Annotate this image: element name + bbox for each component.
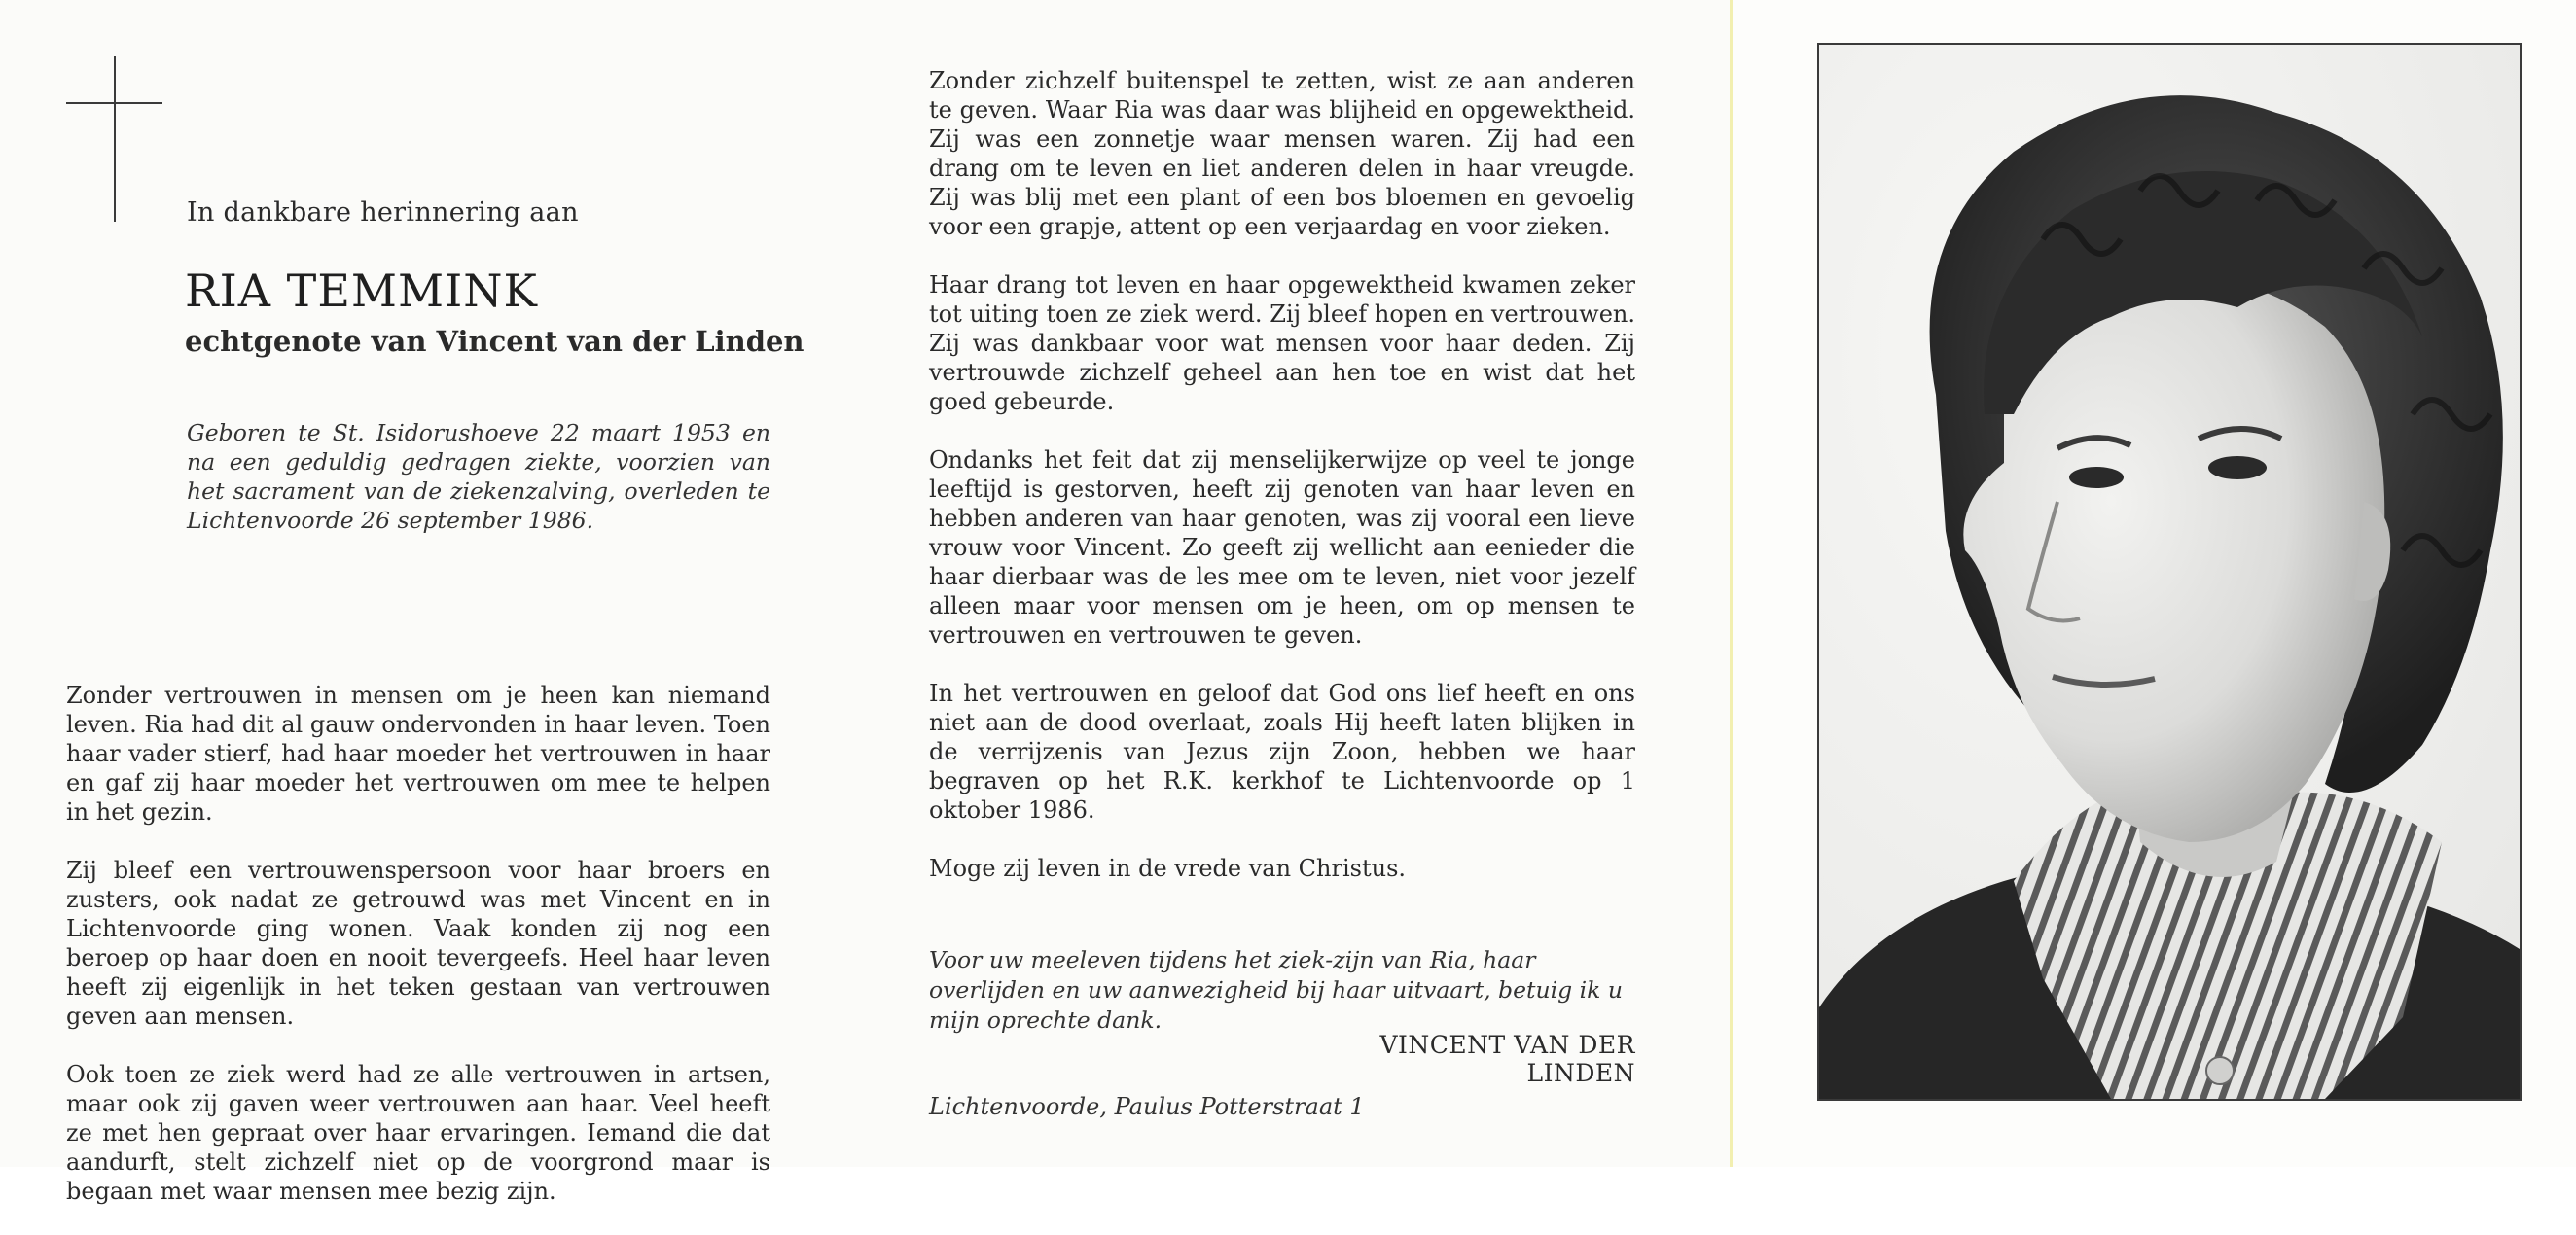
cross-vertical-bar [114, 56, 116, 222]
birth-death-details: Geboren te St. Isidorushoeve 22 maart 1953 en na een geduldig gedragen ziekte, voorzien van het sacrament van de ziekenzalving, overleden te Lichtenvoorde 26 september 1986. [187, 419, 770, 534]
cross-horizontal-bar [66, 102, 162, 104]
paragraph: Zonder zichzelf buitenspel te zetten, wist ze aan anderen te geven. Waar Ria was daar was blijheid en opgewektheid. Zij was een zonnetje waar mensen waren. Zij had een drang om te leven en liet anderen delen in haar vreugde. Zij was blij met een plant of een bos bloemen en gevoelig voor een grapje, attent op een verjaardag en voor zieken. [929, 67, 1635, 240]
paragraph: Moge zij leven in de vrede van Christus. [929, 855, 1407, 882]
paragraph: Zij bleef een vertrouwenspersoon voor haar broers en zusters, ook nadat ze getrouwd was met Vincent en in Lichtenvoorde ging wonen. Vaak konden zij nog een beroep op haar doen en nooit tevergeefs. Heel haar leven heeft zij eigenlijk in het teken gestaan van vertrouwen geven aan mensen. [66, 857, 770, 1030]
paragraph: In het vertrouwen en geloof dat God ons lief heeft en ons niet aan de dood overlaat, zoals Hij heeft laten blijken in de verrijzenis van Jezus zijn Zoon, hebben we haar begraven op het R.K. kerkhof te Lichtenvoorde op 1 oktober 1986. [929, 680, 1635, 824]
deceased-name: RIA TEMMINK [185, 265, 538, 317]
portrait-illustration [1819, 45, 2520, 1099]
right-eye [2208, 456, 2267, 479]
paragraph: Haar drang tot leven en haar opgewektheid kwamen zeker tot uiting toen ze ziek werd. Zij bleef hopen en vertrouwen. Zij was dankbaar voor wat mensen voor haar deden. Zij vertrouwde zichzelf geheel aan hen toe en wist dat het goed gebeurde. [929, 271, 1635, 415]
signer-name: VINCENT VAN DER LINDEN [1379, 1031, 1635, 1087]
left-eye [2069, 467, 2124, 488]
spouse-line: echtgenote van Vincent van der Linden [185, 325, 805, 358]
paragraph: Zonder vertrouwen in mensen om je heen kan niemand leven. Ria had dit al gauw ondervonden in haar leven. Toen haar vader stierf, had haar moeder het vertrouwen in haar en gaf zij haar moeder het vertrouwen om mee te helpen in het gezin. [66, 682, 770, 826]
paragraph: Ondanks het feit dat zij menselijkerwijze op veel te jonge leeftijd is gestorven, heeft zij genoten van haar leven en hebben anderen van haar genoten, was zij vooral een lieve vrouw voor Vincent. Zo geeft zij wellicht aan eenieder die haar dierbaar was de les mee om te leven, niet voor jezelf alleen maar voor mensen om je heen, om op mensen te vertrouwen en vertrouwen te geven. [929, 446, 1635, 649]
portrait-photo [1817, 43, 2522, 1101]
intro-text: In dankbare herinnering aan [187, 197, 579, 228]
thanks-note: Voor uw meeleven tijdens het ziek-zijn van Ria, haar overlijden en uw aanwezigheid bij haar uitvaart, betuig ik u mijn oprechte dank. [929, 946, 1623, 1034]
middle-column [929, 66, 1635, 912]
paragraph: Ook toen ze ziek werd had ze alle vertrouwen in artsen, maar ook zij gaven weer vertrouwen aan haar. Veel heeft ze met hen gepraat over haar ervaringen. Iemand die dat aandurft, stelt zichzelf niet op de voorgrond maar is begaan met waar mensen mee bezig zijn. [66, 1061, 770, 1205]
collar-button [2206, 1057, 2234, 1084]
left-column [66, 681, 770, 1235]
fold-line [1730, 0, 1733, 1167]
address-line: Lichtenvoorde, Paulus Potterstraat 1 [929, 1093, 1365, 1120]
